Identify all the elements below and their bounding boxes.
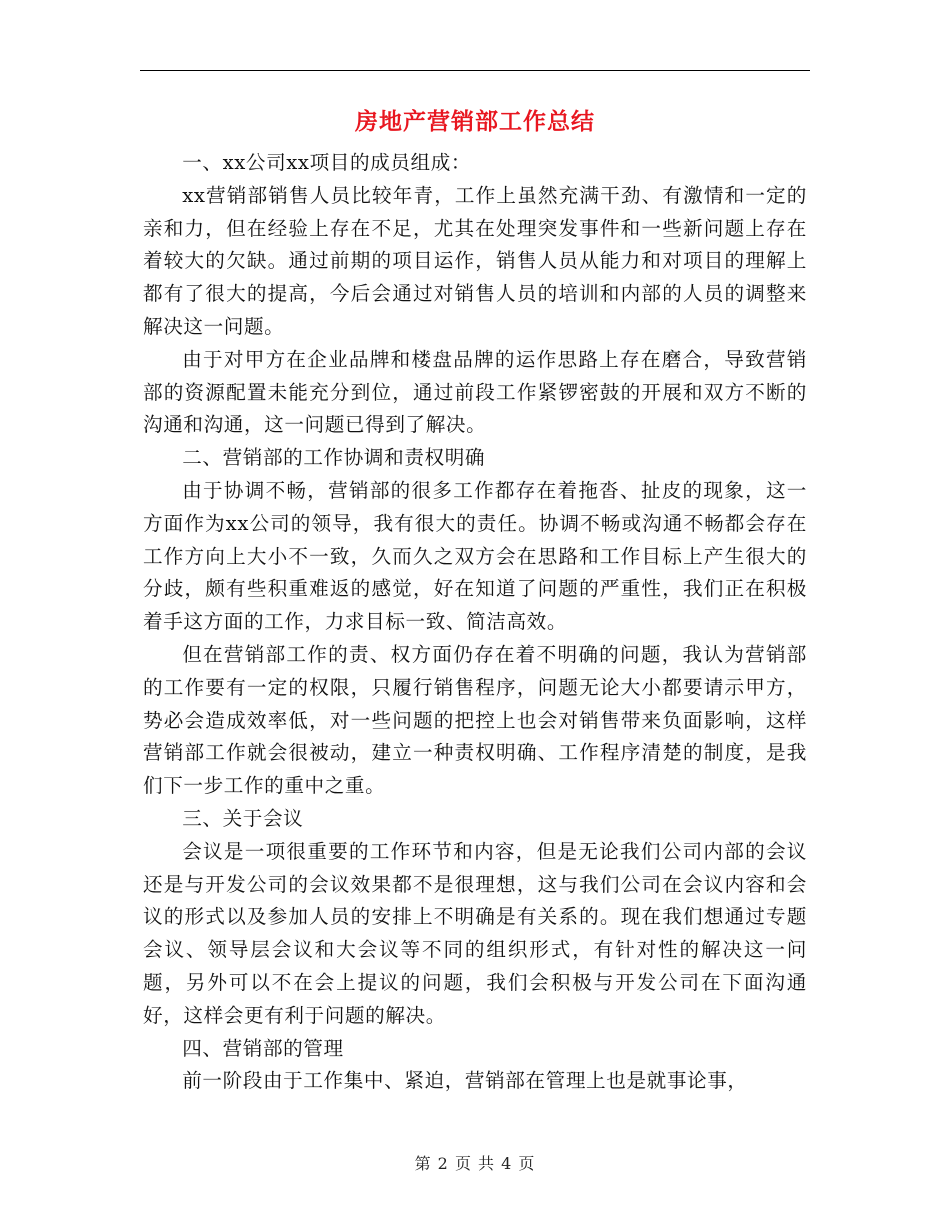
- header-rule: [140, 70, 810, 71]
- document-body: [143, 147, 807, 1098]
- section-heading-2: 二、营销部的工作协调和责权明确: [182, 446, 486, 470]
- body-paragraph: 由于对甲方在企业品牌和楼盘品牌的运作思路上存在磨合，导致营销部的资源配置未能充分到位，通过前段工作紧锣密鼓的开展和双方不断的沟通和沟通，这一问题已得到了解决。: [143, 347, 807, 437]
- page-number-footer: 第 2 页 共 4 页: [414, 1154, 536, 1173]
- section-heading-3: 三、关于会议: [182, 806, 304, 830]
- body-paragraph: 由于协调不畅，营销部的很多工作都存在着拖沓、扯皮的现象，这一方面作为xx公司的领导，我有很大的责任。协调不畅或沟通不畅都会存在工作方向上大小不一致，久而久之双方会在思路和工作目标上产生很大的分歧，颇有些积重难返的感觉，好在知道了问题的严重性，我们正在积极着手这方面的工作，力求目标一致、简洁高效。: [143, 478, 807, 634]
- section-heading-4: 四、营销部的管理: [182, 1036, 344, 1060]
- body-paragraph: 但在营销部工作的责、权方面仍存在着不明确的问题，我认为营销部的工作要有一定的权限，只履行销售程序，问题无论大小都要请示甲方，势必会造成效率低，对一些问题的把控上也会对销售带来负面影响，这样营销部工作就会很被动，建立一种责权明确、工作程序清楚的制度，是我们下一步工作的重中之重。: [143, 642, 807, 798]
- section-heading-1: 一、xx公司xx项目的成员组成：: [182, 151, 472, 174]
- body-paragraph: xx营销部销售人员比较年青，工作上虽然充满干劲、有激情和一定的亲和力，但在经验上存在不足，尤其在处理突发事件和一些新问题上存在着较大的欠缺。通过前期的项目运作，销售人员从能力和对项目的理解上都有了很大的提高，今后会通过对销售人员的培训和内部的人员的调整来解决这一问题。: [143, 183, 807, 338]
- body-paragraph: 前一阶段由于工作集中、紧迫，营销部在管理上也是就事论事，: [182, 1069, 748, 1093]
- document-title: 房地产营销部工作总结: [355, 108, 595, 135]
- body-paragraph: 会议是一项很重要的工作环节和内容，但是无论我们公司内部的会议还是与开发公司的会议效果都不是很理想，这与我们公司在会议内容和会议的形式以及参加人员的安排上不明确是有关系的。现在我们想通过专题会议、领导层会议和大会议等不同的组织形式，有针对性的解决这一问题，另外可以不在会上提议的问题，我们会积极与开发公司在下面沟通好，这样会更有利于问题的解决。: [143, 839, 807, 1027]
